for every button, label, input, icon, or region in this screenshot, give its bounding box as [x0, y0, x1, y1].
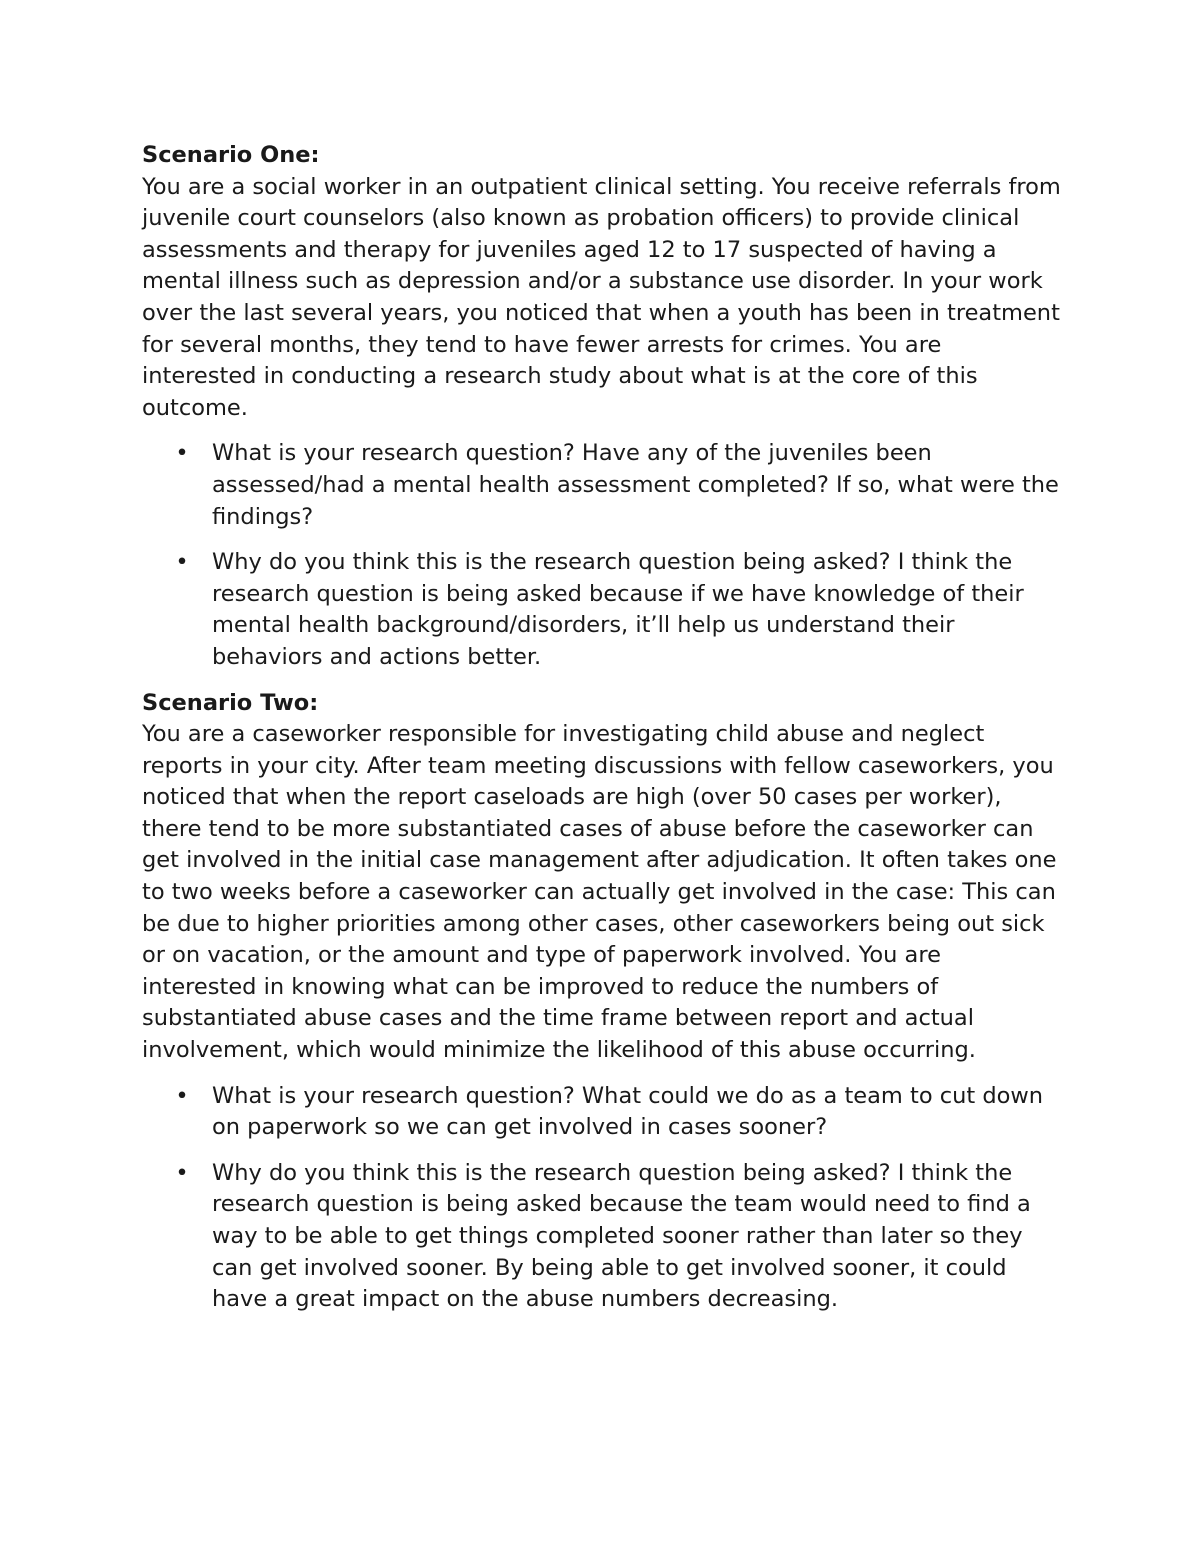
scenario-two-paragraph: You are a caseworker responsible for investigating child abuse and neglect reports in your city. After team meeting discussions with fellow caseworkers, you noticed that when the report caseloads are high (over 50 cases per worker), there tend to be more substantiated cases of abuse before the caseworker can get involved in the initial case management after adjudication. It often takes one to two weeks before a caseworker can actually get involved in the case: This can be due to higher priorities among other cases, other caseworkers being out sick or on vacation, or the amount and type of paperwork involved. You are interested in knowing what can be improved to reduce the numbers of substantiated abuse cases and the time frame between report and actual involvement, which would minimize the likelihood of this abuse occurring.	[142, 721, 1057, 1064]
list-item	[142, 1158, 1062, 1316]
scenario-one-questions	[142, 438, 1062, 673]
list-item-text: What is your research question? Have any of the juveniles been assessed/had a mental health assessment completed? If so, what were the findings?	[212, 440, 1059, 530]
scenario-two-section	[142, 688, 1062, 1316]
list-item	[142, 1081, 1062, 1144]
bullet-icon: •	[175, 1159, 189, 1186]
scenario-two-heading: Scenario Two:	[142, 689, 319, 716]
scenario-one-section	[142, 140, 1062, 674]
list-item-text: What is your research question? What could we do as a team to cut down on paperwork so we can get involved in cases sooner?	[212, 1082, 1044, 1141]
scenario-one-heading: Scenario One:	[142, 142, 320, 168]
list-item	[142, 438, 1062, 533]
bullet-icon: •	[175, 440, 189, 467]
scenario-one-paragraph: You are a social worker in an outpatient clinical setting. You receive referrals from juvenile court counselors (also known as probation officers) to provide clinical assessments and therapy for juveniles aged 12 to 17 suspected of having a mental illness such as depression and/or a substance use disorder. In your work over the last several years, you noticed that when a youth has been in treatment for several months, they tend to have fewer arrests for crimes. You are interested in conducting a research study about what is at the core of this outcome.	[142, 173, 1061, 421]
scenario-two-questions	[142, 1081, 1062, 1316]
bullet-icon: •	[175, 1082, 189, 1109]
list-item-text: Why do you think this is the research question being asked? I think the research question is being asked because if we have knowledge of their mental health background/disorders, it’ll help us understand their behaviors and actions better.	[212, 549, 1024, 670]
list-item-text: Why do you think this is the research question being asked? I think the research question is being asked because the team would need to find a way to be able to get things completed sooner rather than later so they can get involved sooner. By being able to get involved sooner, it could have a great impact on the abuse numbers decreasing.	[212, 1159, 1031, 1313]
list-item	[142, 547, 1062, 673]
document-body	[142, 140, 1062, 1330]
bullet-icon: •	[175, 549, 189, 576]
